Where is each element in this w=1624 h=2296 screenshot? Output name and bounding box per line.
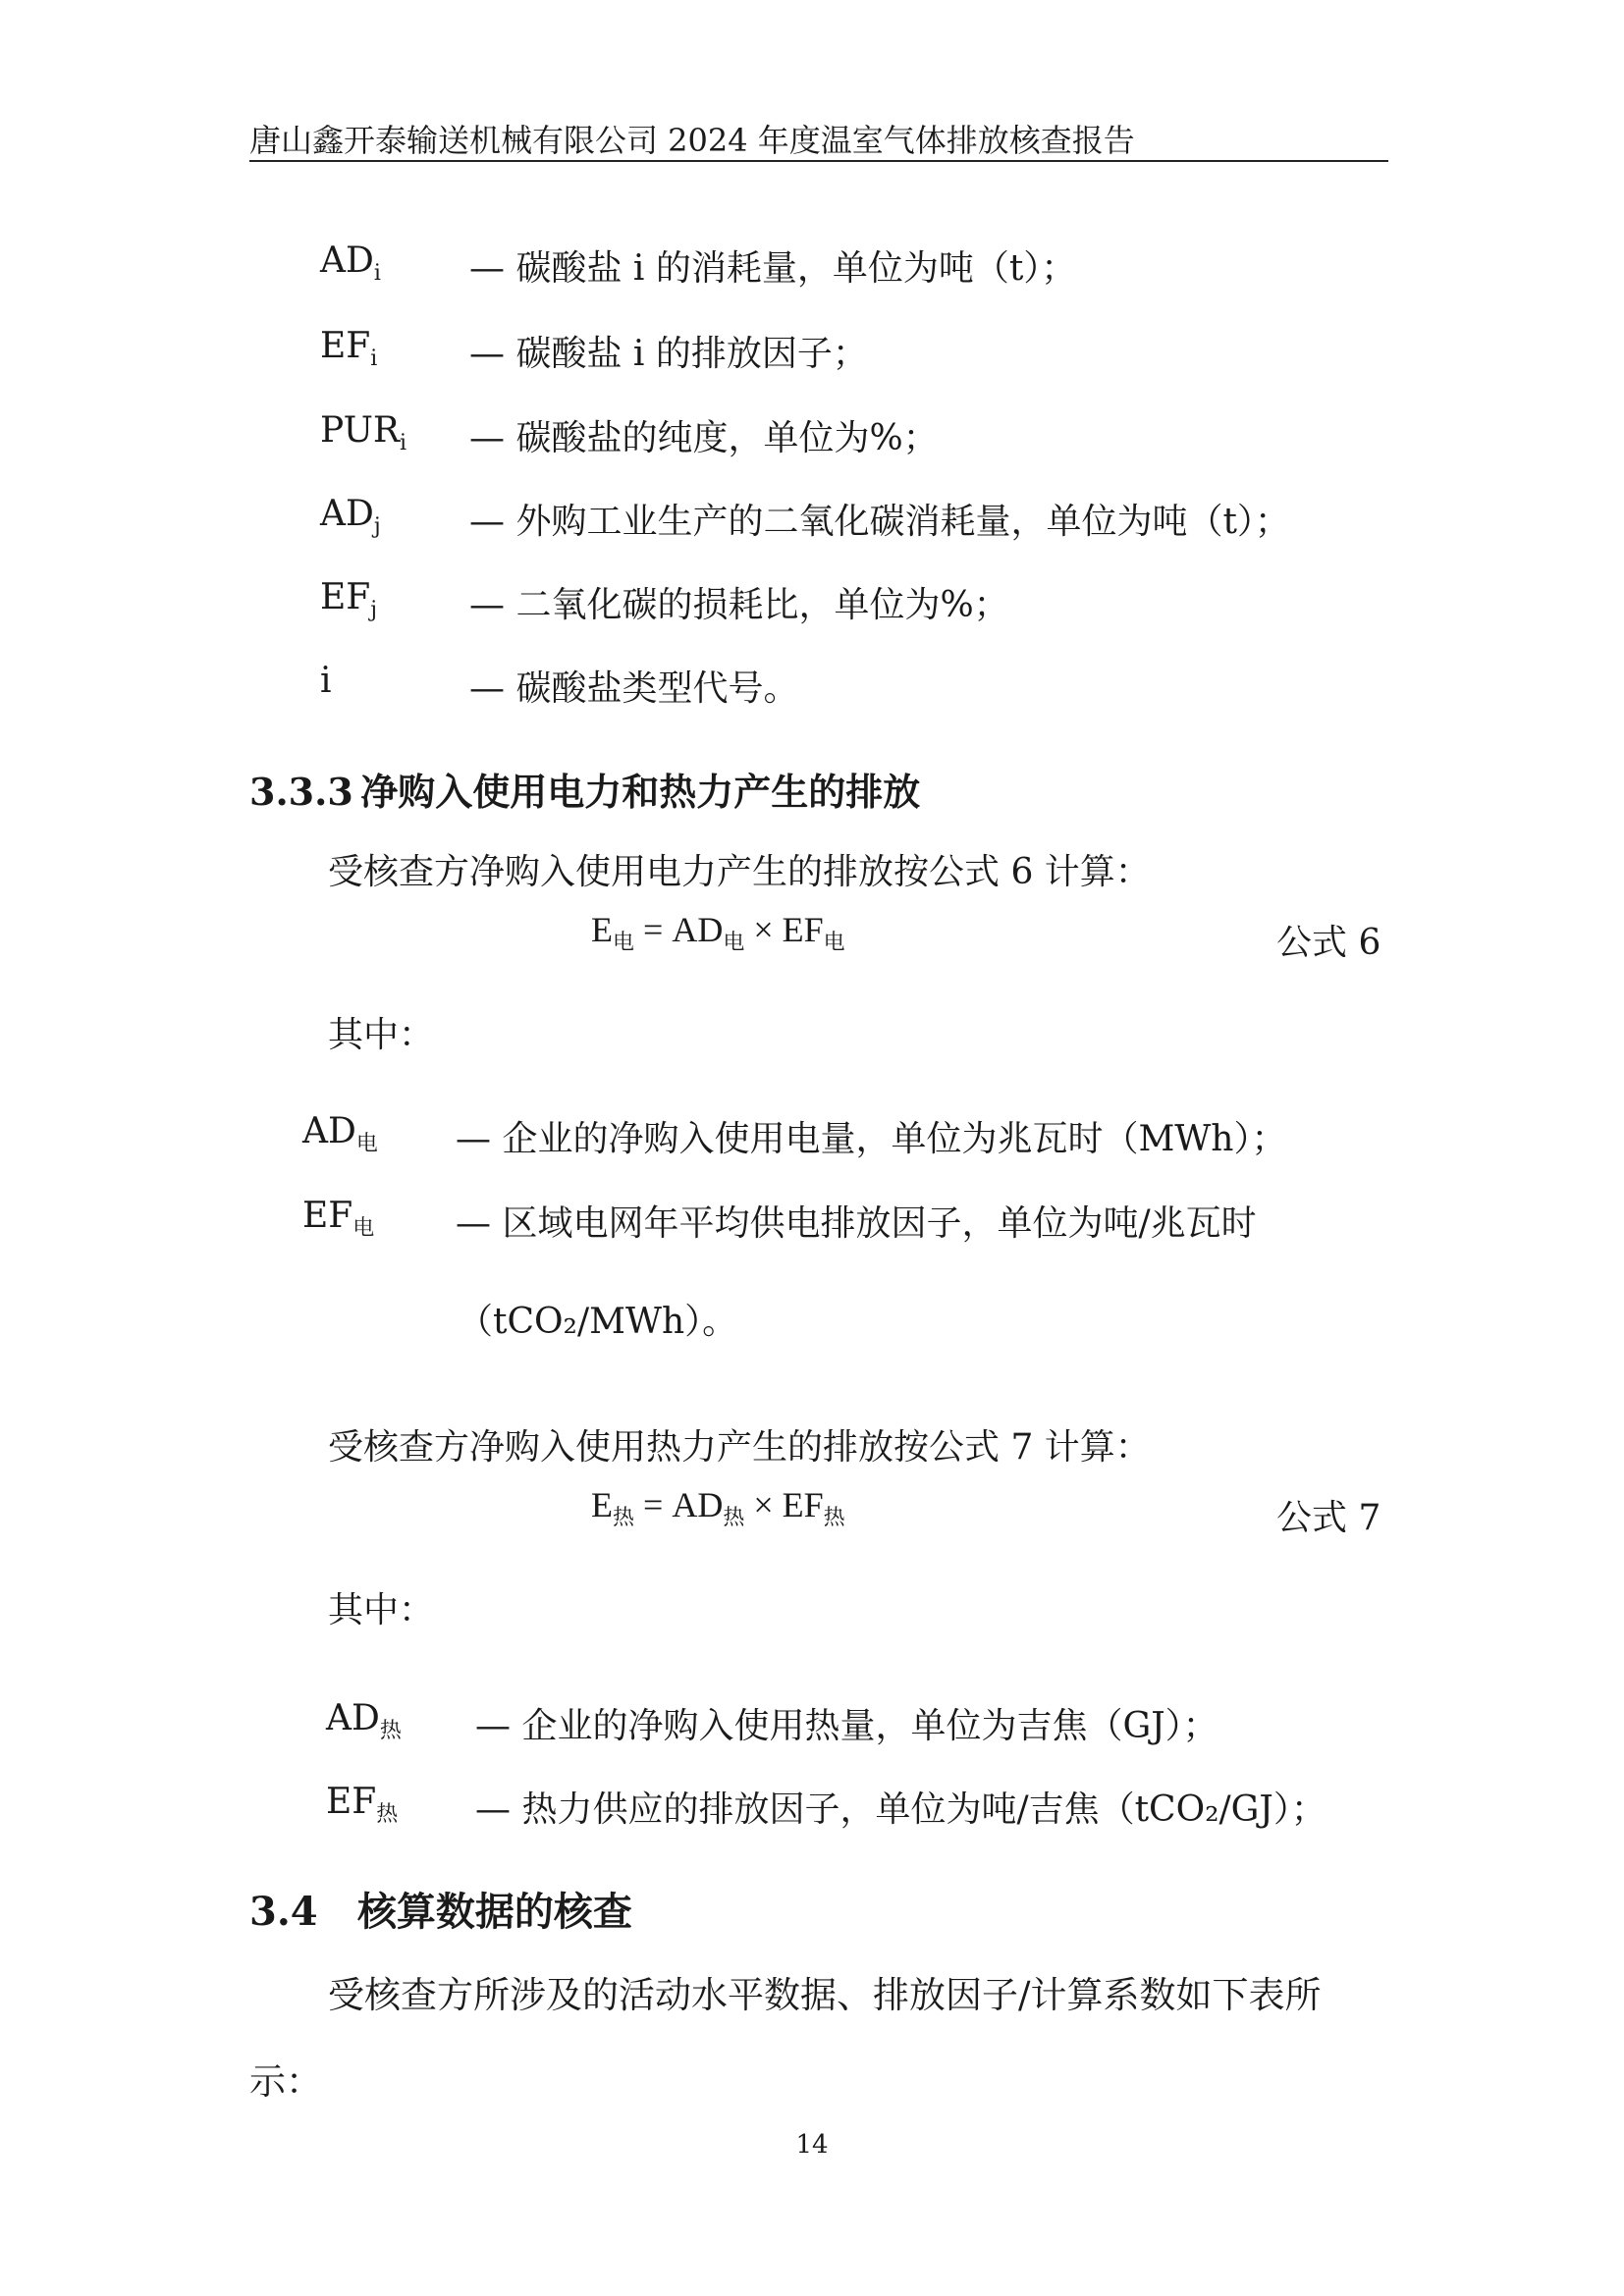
formula-6: $E_电 = AD_电 \times EF_电$ [591,910,845,955]
def-symbol: $EF_热$ [326,1782,399,1828]
formula-7: $E_热 = AD_热 \times EF_热$ [591,1485,845,1530]
intro-electricity: 受核查方净购入使用电力产生的排放按公式 6 计算： [328,852,1151,892]
def-description: — 企业的净购入使用热量，单位为吉焦（GJ）； [475,1706,1218,1746]
def-description: — 碳酸盐 i 的排放因子； [469,334,868,374]
def-symbol: $EF_i$ [320,326,378,372]
intro-heat: 受核查方净购入使用热力产生的排放按公式 7 计算： [328,1427,1151,1468]
def-symbol: $PUR_i$ [320,410,407,456]
header-rule [249,160,1388,162]
def-unit-continuation: （tCO₂/MWh）。 [458,1302,738,1342]
def-symbol: $AD_i$ [320,240,381,287]
header-title: 唐山鑫开泰输送机械有限公司 2024 年度温室气体排放核查报告 [249,122,1135,159]
def-symbol: $AD_热$ [326,1698,402,1744]
def-description: — 企业的净购入使用电量，单位为兆瓦时（MWh）； [456,1119,1287,1159]
section-title: 净购入使用电力和热力产生的排放 [360,770,921,814]
def-description: — 外购工业生产的二氧化碳消耗量，单位为吨（t）； [469,502,1290,542]
formula-7-label: 公式 7 [1276,1498,1381,1538]
where-label: 其中： [328,1590,435,1630]
section-number: 3.3.3 [249,770,353,814]
def-symbol: $AD_电$ [302,1111,378,1157]
def-symbol: $EF_电$ [302,1196,375,1242]
def-symbol: $AD_j$ [320,494,381,540]
section-number: 3.4 [249,1889,318,1935]
where-label: 其中： [328,1015,435,1055]
section-heading-3-4 [249,1881,632,1937]
section-title: 核算数据的核查 [356,1889,632,1935]
section-heading-3-3-3 [249,762,920,816]
def-description: — 区域电网年平均供电排放因子，单位为吨/兆瓦时 [456,1203,1257,1244]
page-number: 14 [795,2130,829,2160]
def-description: — 碳酸盐的纯度，单位为%； [469,418,939,458]
body-paragraph-line: 示： [249,2060,322,2103]
def-description: — 二氧化碳的损耗比，单位为%； [469,585,1009,625]
def-description: — 碳酸盐类型代号。 [469,668,799,709]
def-symbol: i [320,661,332,701]
body-paragraph-line: 受核查方所涉及的活动水平数据、排放因子/计算系数如下表所 [328,1974,1322,2016]
def-description: — 热力供应的排放因子，单位为吨/吉焦（tCO₂/GJ）； [475,1789,1326,1830]
def-description: — 碳酸盐 i 的消耗量，单位为吨（t）； [469,248,1077,289]
def-symbol: $EF_j$ [320,577,378,623]
formula-6-label: 公式 6 [1276,923,1381,963]
